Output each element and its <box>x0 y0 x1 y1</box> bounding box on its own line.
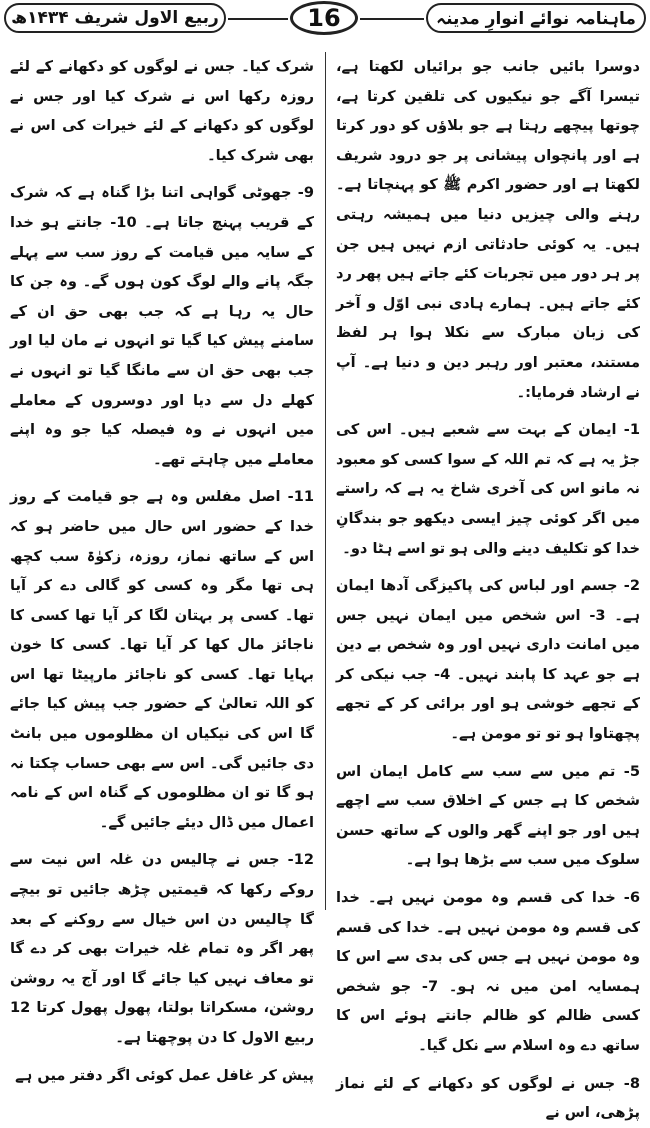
page-number: 16 <box>290 1 358 35</box>
column-divider <box>325 52 326 910</box>
paragraph: 6- خدا کی قسم وہ مومن نہیں ہے۔ خدا کی قسم وہ مومن نہیں ہے۔ خدا کی قسم وہ مومن نہیں ہے جس کی بدی سے اس کا ہمسایہ امن میں نہ ہو۔ 7- جو شخص کسی ظالم کو ظالم جانتے ہوئے اس کا ساتھ دے وہ اسلام سے نکل گیا۔ <box>336 889 640 1054</box>
issue-date: ربیع الاول شریف ۱۴۳۴ھ <box>4 3 226 33</box>
paragraph: پیش کر غافل عمل کوئی اگر دفتر میں ہے <box>15 1066 314 1084</box>
paragraph: 11- اصل مفلس وہ ہے جو قیامت کے روز خدا کے حضور اس حال میں حاضر ہو کہ اس کے ساتھ نماز، روزہ، زکوٰۃ سب کچھ ہی تھا مگر وہ کسی کو گالی دے کر آیا تھا۔ کسی پر بہتان لگا کر آیا تھا کسی کا ناجائز مال کھا کر آیا تھا۔ کسی کا خون بہایا تھا۔ کسی کو ناجائز مارپیٹا تھا اس کو اللہ تعالیٰ کے حضور جب پیش کیا جائے گا اس کی نیکیاں ان مظلوموں میں بانٹ دی جائیں گی۔ اس سے بھی حساب چکتا نہ ہو گا تو ان مظلوموں کے گناہ اس کے نامہ اعمال میں ڈال دیئے جائیں گے۔ <box>10 488 314 831</box>
paragraph: 1- ایمان کے بہت سے شعبے ہیں۔ اس کی جڑ یہ ہے کہ تم اللہ کے سوا کسی کو معبود نہ مانو اس کی آخری شاخ یہ ہے کہ راستے میں اگر کوئی چیز ایسی دیکھو جو بندگانِ خدا کو تکلیف دینے والی ہو تو اسے ہٹا دو۔ <box>336 421 640 557</box>
page-header <box>0 0 650 44</box>
paragraph: 12- جس نے چالیس دن غلہ اس نیت سے روکے رکھا کہ قیمتیں چڑھ جائیں تو بیچے گا چالیس دن اس خیال سے روکنے کے بعد پھر اگر وہ تمام غلہ خیرات بھی کر دے گا تو معاف نہیں کیا جائے گا اور آج یہ روشن روشن، مسکراتا بولتا، پھول پھول کرتا 12 ربیع الاول کا دن پوچھتا ہے۔ <box>10 851 314 1046</box>
paragraph: 9- جھوٹی گواہی اتنا بڑا گناہ ہے کہ شرک کے قریب پہنچ جاتا ہے۔ 10- جانتے ہو خدا کے سایہ میں قیامت کے روز سب سے پہلے جگہ پانے والے لوگ کون ہوں گے۔ وہ جن کا حال یہ رہا ہے کہ جب بھی حق ان کے سامنے پیش کیا گیا تو انہوں نے مان لیا اور جب بھی حق ان سے مانگا گیا تو انہوں نے کھلے دل سے دیا اور دوسروں کے معاملے میں انہوں نے وہ فیصلہ کیا جو وہ اپنے معاملے میں چاہتے تھے۔ <box>10 184 314 468</box>
header-rule-left <box>228 18 288 20</box>
paragraph: 2- جسم اور لباس کی پاکیزگی آدھا ایمان ہے۔ 3- اس شخص میں ایمان نہیں جس میں امانت داری نہیں اور وہ شخص بے دین ہے جو عہد کا پابند نہیں۔ 4- جب نیکی کر کے تجھے خوشی ہو اور برائی کر کے تجھے پچھتاوا ہو تو تو مومن ہے۔ <box>336 577 641 743</box>
header-rule-right <box>360 18 424 20</box>
paragraph: 8- جس نے لوگوں کو دکھانے کے لئے نماز پڑھی، اس نے <box>336 1074 640 1122</box>
paragraph: شرک کیا۔ جس نے لوگوں کو دکھانے کے لئے روزہ رکھا اس نے شرک کیا اور جس نے لوگوں کو دکھانے کے لئے خیرات کی اس نے بھی شرک کیا۔ <box>10 58 314 164</box>
paragraph: 5- تم میں سے سب سے کامل ایمان اس شخص کا ہے جس کے اخلاق سب سے اچھے ہیں اور جو اپنے گھر والوں کے ساتھ حسن سلوک میں سب سے بڑھا ہوا ہے۔ <box>336 762 640 869</box>
paragraph: دوسرا بائیں جانب جو برائیاں لکھتا ہے، تیسرا آگے جو نیکیوں کی تلقین کرتا ہے، چوتھا پیچھے رہتا ہے جو بلاؤں کو دور کرتا ہے اور پانچواں پیشانی پر جو درود شریف لکھتا ہے اور حضور اکرم ﷺ کو پہنچاتا ہے۔ رہنے والی چیزیں دنیا میں ہمیشہ رہتی ہیں۔ یہ کوئی حادثاتی ازم نہیں ہیں جن پر ہر دور میں تجربات کئے جاتے ہیں پھر رد کئے جاتے ہیں۔ ہمارے ہادی نبی اوّل و آخر کی زبان مبارک سے نکلا ہوا ہر لفظ مستند، معتبر اور رہبر دین و دنیا ہے۔ آپ نے ارشاد فرمایا:۔ <box>336 58 640 401</box>
left-column <box>10 52 314 1084</box>
magazine-title: ماہنامہ نوائے انوارِ مدینہ <box>426 3 646 33</box>
right-column <box>336 52 641 1122</box>
